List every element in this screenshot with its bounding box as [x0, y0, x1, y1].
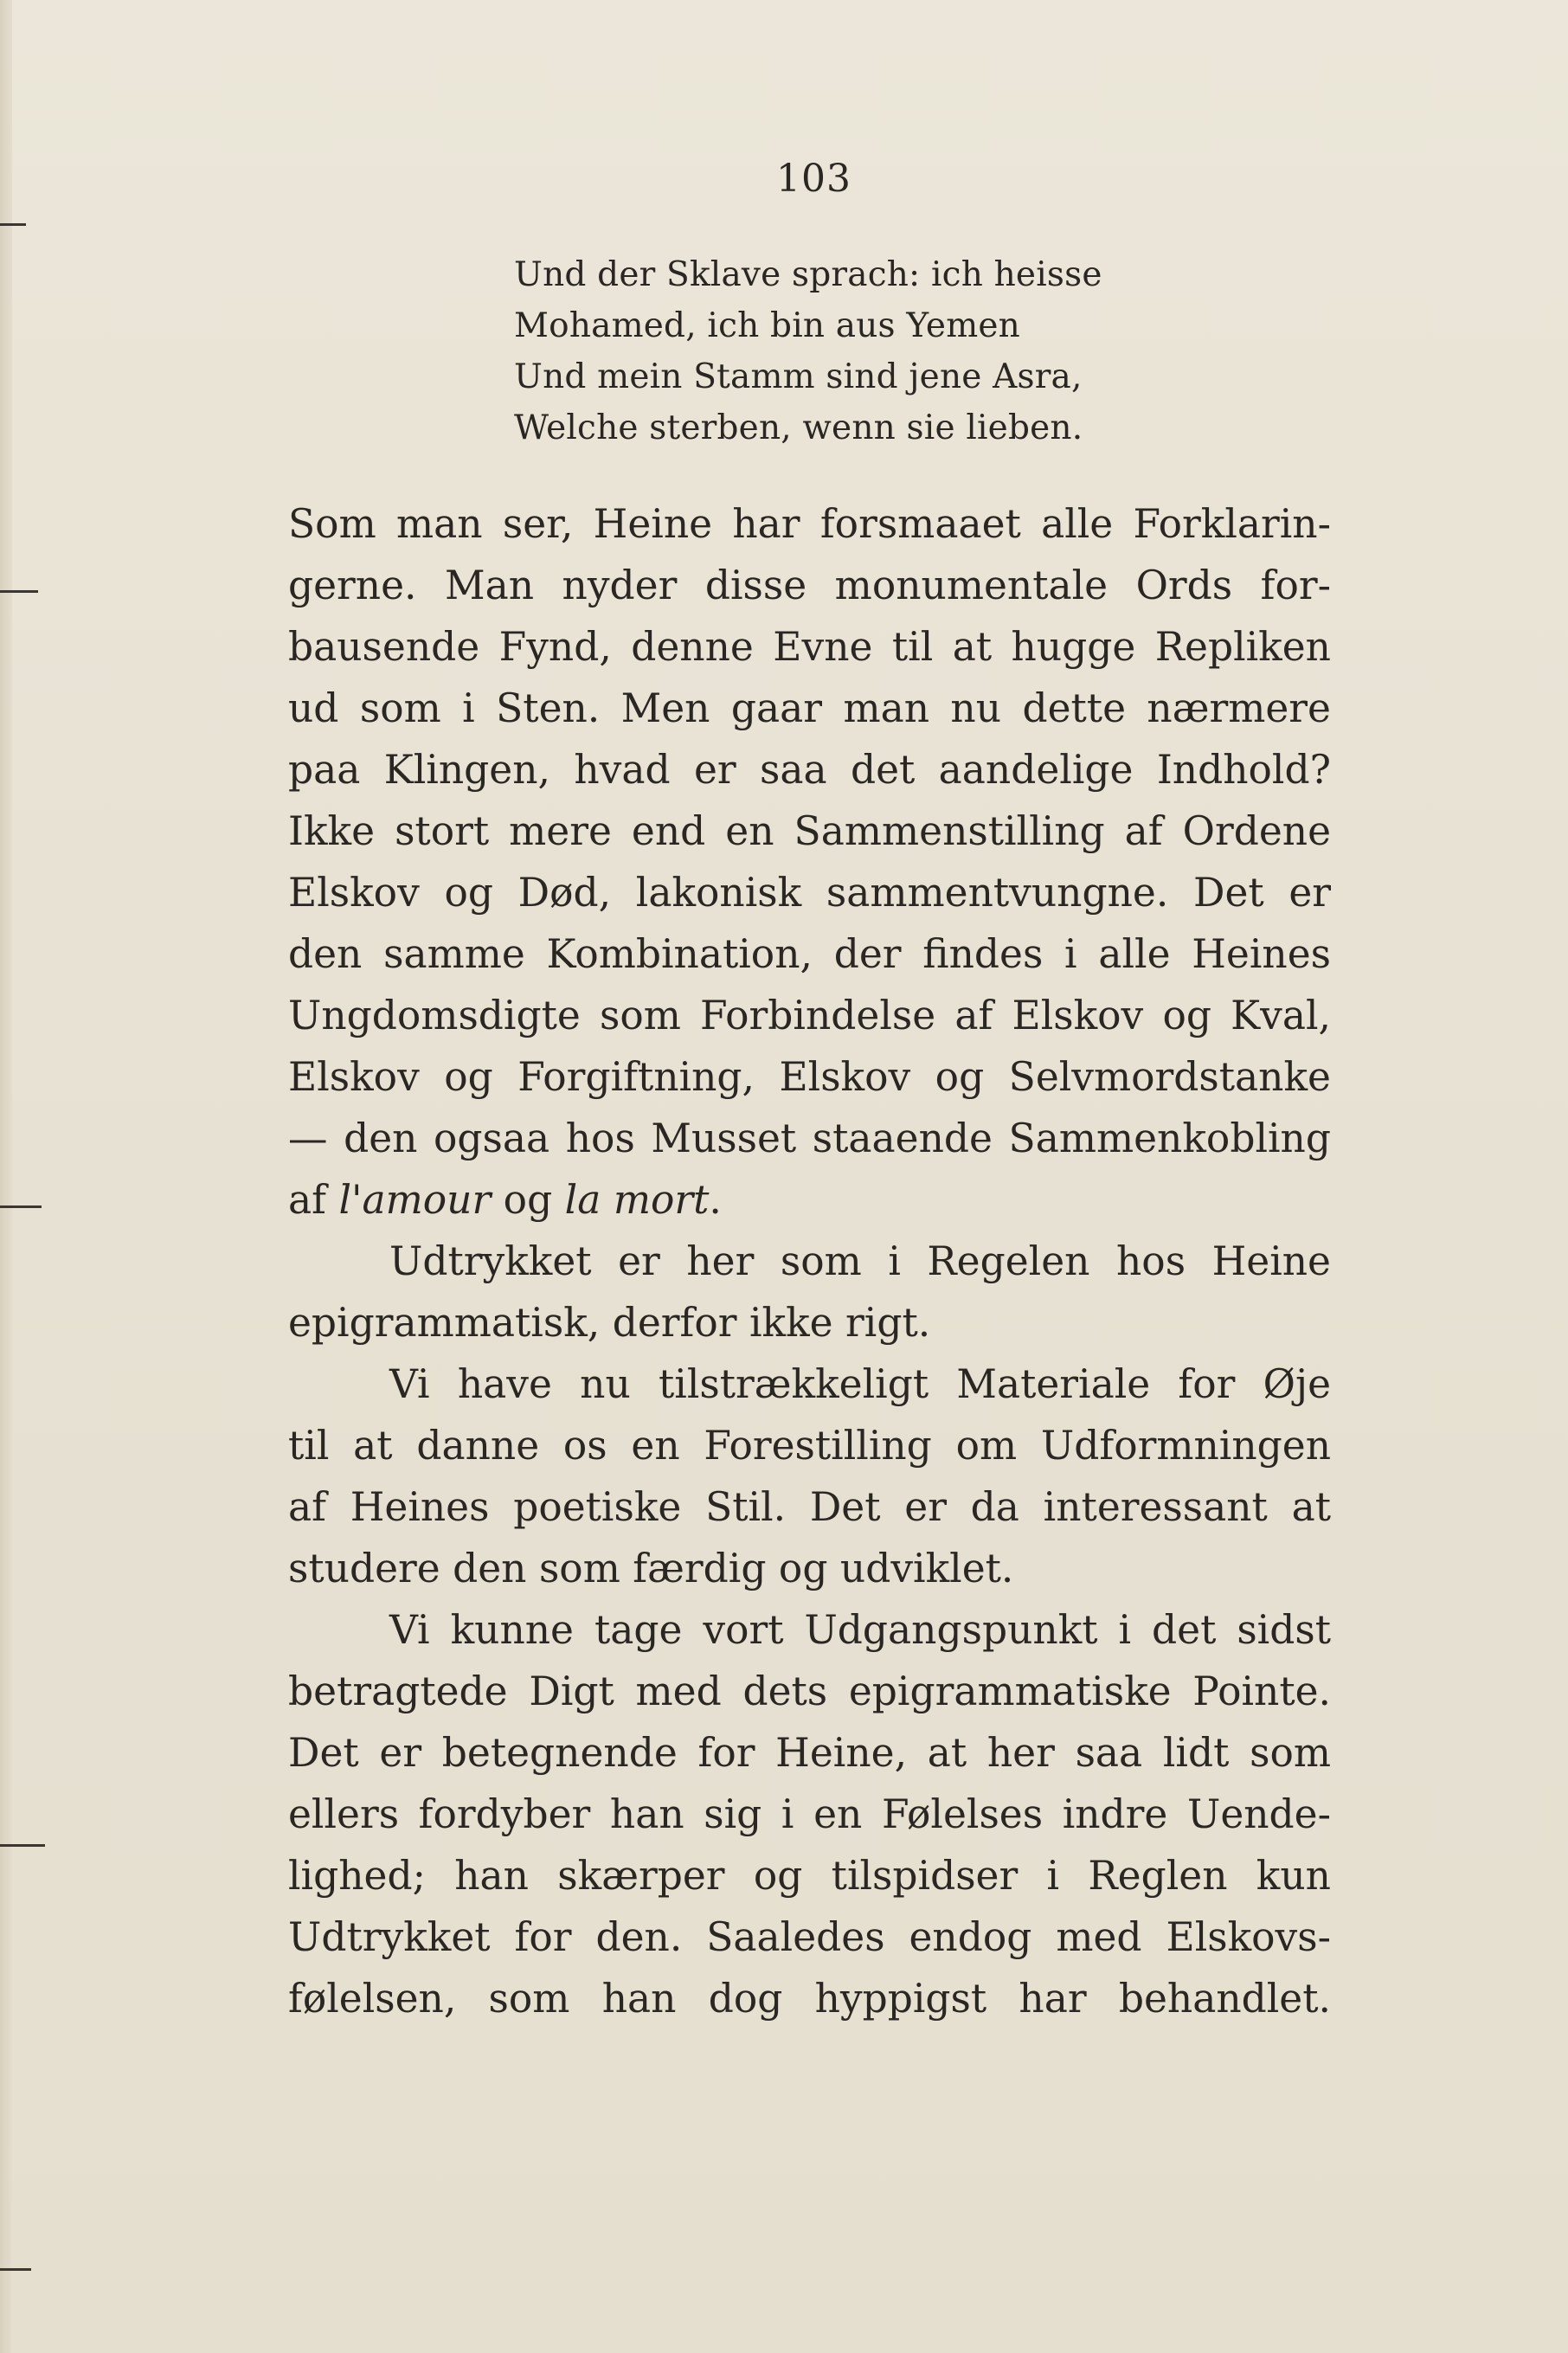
binding-stitch [0, 1205, 42, 1208]
text-line: Ikke stort mere end en Sammenstilling af Ordene [288, 808, 1331, 854]
text-line: gerne. Man nyder disse monumentale Ords for- [288, 563, 1331, 608]
text-line: betragtede Digt med dets epigrammatiske Pointe. [288, 1668, 1331, 1714]
verse-line: Welche sterben, wenn sie lieben. [514, 408, 1083, 447]
text-line: følelsen, som han dog hyppigst har behandlet. [288, 1976, 1331, 2022]
text-fragment: . [709, 1177, 722, 1223]
paragraph [288, 1231, 1331, 1353]
paragraph [288, 1599, 1331, 2029]
binding-stitch [0, 2268, 31, 2271]
text-line: epigrammatisk, derfor ikke rigt. [288, 1300, 931, 1346]
text-line: Som man ser, Heine har forsmaaet alle Forklarin- [288, 501, 1331, 547]
text-line: ud som i Sten. Men gaar man nu dette nærmere [288, 685, 1331, 731]
page-number: 103 [776, 157, 851, 201]
text-line: Elskov og Død, lakonisk sammentvungne. Det er [288, 870, 1331, 916]
body-text [288, 493, 1331, 2029]
verse-quote [514, 249, 1172, 453]
verse-line: Und mein Stamm sind jene Asra, [514, 357, 1083, 396]
binding-stitch [0, 1844, 45, 1847]
text-fragment: af [288, 1177, 339, 1223]
binding-stitch [0, 223, 26, 226]
binding-stitch [0, 590, 38, 593]
text-line: af Heines poetiske Stil. Det er da interessant at [288, 1484, 1331, 1530]
text-line: Udtrykket for den. Saaledes endog med Elskovs- [288, 1914, 1331, 1960]
text-line: — den ogsaa hos Musset staaende Sammenkobling [288, 1115, 1331, 1161]
text-line [288, 1169, 1331, 1231]
italic-term: la mort [564, 1177, 710, 1223]
text-fragment: og [491, 1177, 565, 1223]
binding-edge [0, 0, 12, 2353]
text-line: den samme Kombination, der findes i alle Heines [288, 931, 1331, 977]
paragraph [288, 493, 1331, 1231]
text-line: studere den som færdig og udviklet. [288, 1546, 1014, 1591]
text-line: paa Klingen, hvad er saa det aandelige Indhold? [288, 747, 1331, 793]
verse-line: Und der Sklave sprach: ich heisse [514, 255, 1102, 294]
text-line: Vi kunne tage vort Udgangspunkt i det sidst [389, 1607, 1331, 1653]
text-line: Ungdomsdigte som Forbindelse af Elskov og Kval, [288, 993, 1331, 1038]
italic-term: l'amour [338, 1177, 492, 1223]
text-line: til at danne os en Forestilling om Udformningen [288, 1423, 1331, 1469]
text-line: ellers fordyber han sig i en Følelses indre Uende- [288, 1791, 1331, 1837]
text-line: bausende Fynd, denne Evne til at hugge Repliken [288, 624, 1331, 670]
text-line: Vi have nu tilstrækkeligt Materiale for Øje [389, 1361, 1331, 1407]
text-line: Elskov og Forgiftning, Elskov og Selvmordstanke [288, 1054, 1331, 1100]
text-line: Det er betegnende for Heine, at her saa lidt som [288, 1730, 1331, 1776]
text-line: lighed; han skærper og tilspidser i Reglen kun [288, 1853, 1331, 1899]
verse-line: Mohamed, ich bin aus Yemen [514, 306, 1020, 345]
text-line: Udtrykket er her som i Regelen hos Heine [389, 1238, 1331, 1284]
paragraph [288, 1353, 1331, 1599]
